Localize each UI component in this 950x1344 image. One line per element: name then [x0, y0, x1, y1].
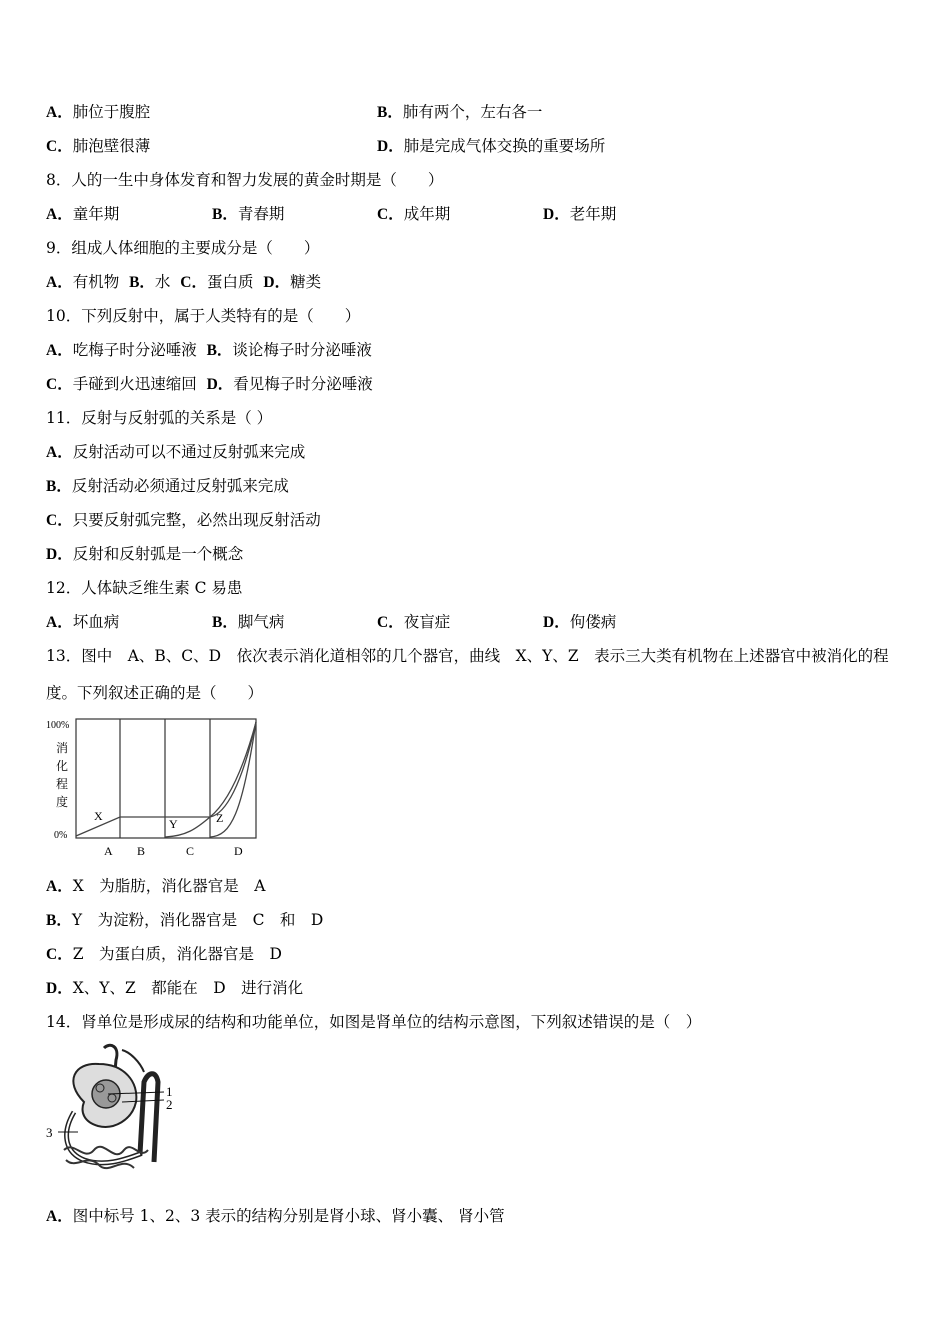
option-label: B． — [129, 274, 155, 291]
option-text: 肺泡壁很薄 — [72, 137, 151, 155]
option-label: D． — [46, 546, 73, 563]
option-text: 夜盲症 — [403, 613, 451, 631]
y-top-label: 100% — [46, 720, 70, 731]
option-text: 肺位于腹腔 — [72, 103, 151, 121]
q8-option-d — [543, 204, 616, 225]
option-text: 蛋白质 — [207, 273, 254, 291]
q13-option-d — [46, 978, 303, 999]
option-label: C． — [377, 206, 404, 223]
ylabel-char: 度 — [56, 795, 69, 809]
option-label: B． — [206, 342, 233, 359]
option-text: 肺是完成气体交换的重要场所 — [403, 137, 606, 155]
option-text: 反射和反射弧是一个概念 — [72, 545, 244, 563]
option-label: A． — [46, 1208, 73, 1225]
q11-option-a — [46, 442, 305, 463]
option-text: 童年期 — [72, 205, 120, 223]
option-text: 脚气病 — [237, 613, 285, 631]
organ-label-b: B — [137, 844, 146, 858]
option-label: A． — [46, 444, 73, 461]
option-label: D． — [263, 274, 291, 291]
q9-options — [46, 272, 321, 293]
option-text: 手碰到火迅速缩回 — [72, 375, 197, 393]
q13-option-b — [46, 910, 323, 931]
chart-frame — [76, 719, 256, 838]
option-text: 水 — [154, 273, 171, 291]
option-text: 老年期 — [569, 205, 617, 223]
q12-option-b — [212, 612, 284, 633]
option-label: A． — [46, 342, 73, 359]
q7-option-d — [377, 136, 605, 157]
ylabel-char: 程 — [56, 777, 69, 791]
q11-stem: 11．反射与反射弧的关系是（ ） — [46, 409, 273, 427]
option-label: D． — [543, 206, 570, 223]
ylabel-char: 消 — [56, 741, 69, 755]
q9-stem: 9．组成人体细胞的主要成分是（ ） — [46, 239, 320, 257]
option-label: A． — [46, 206, 73, 223]
option-label: C． — [46, 946, 73, 963]
option-label: A． — [46, 104, 73, 121]
option-label: B． — [212, 614, 238, 631]
option-text: Y 为淀粉，消化器官是 C 和 D — [71, 911, 324, 929]
q13-option-c — [46, 944, 282, 965]
q13-option-a — [46, 876, 265, 897]
q14-stem: 14．肾单位是形成尿的结构和功能单位，如图是肾单位的结构示意图，下列叙述错误的是（ ） — [46, 1013, 702, 1031]
q11-option-c — [46, 510, 321, 531]
option-text: X、Y、Z 都能在 D 进行消化 — [72, 979, 304, 997]
option-label: A． — [46, 614, 73, 631]
option-label: C． — [46, 138, 73, 155]
curve-x — [76, 722, 256, 836]
option-text: Z 为蛋白质，消化器官是 D — [72, 945, 282, 963]
option-text: 吃梅子时分泌唾液 — [72, 341, 197, 359]
option-label: B． — [46, 478, 72, 495]
q12-option-c — [377, 612, 450, 633]
option-text: 图中标号 1、2、3 表示的结构分别是肾小球、肾小囊、 肾小管 — [72, 1207, 505, 1225]
option-text: 反射活动可以不通过反射弧来完成 — [72, 443, 306, 461]
q7-option-c — [46, 136, 150, 157]
label-2: 2 — [166, 1097, 173, 1112]
q13-stem-line2: 度。下列叙述正确的是（ ） — [46, 684, 264, 702]
q8-option-c — [377, 204, 450, 225]
q11-option-b — [46, 476, 289, 497]
label-1: 1 — [166, 1084, 173, 1099]
q14-option-a — [46, 1206, 505, 1227]
q13-stem-line1: 13．图中 A、B、C、D 依次表示消化道相邻的几个器官，曲线 X、Y、Z 表示三大类有机物在上述器官中被消化的程 — [46, 647, 889, 665]
option-label: C． — [46, 376, 73, 393]
q10-options-cd — [46, 374, 373, 395]
option-text: 佝偻病 — [569, 613, 617, 631]
option-text: 成年期 — [403, 205, 451, 223]
option-text: 肺有两个，左右各一 — [402, 103, 543, 121]
q12-option-a — [46, 612, 119, 633]
option-label: A． — [46, 274, 73, 291]
option-label: A． — [46, 878, 73, 895]
option-text: 反射活动必须通过反射弧来完成 — [71, 477, 289, 495]
q8-option-b — [212, 204, 284, 225]
curve-label-x: X — [94, 809, 103, 823]
option-text: X 为脂肪，消化器官是 A — [72, 877, 266, 895]
curve-label-y: Y — [169, 817, 178, 831]
option-label: C． — [377, 614, 404, 631]
nephron-figure — [44, 1042, 194, 1182]
q10-options-ab — [46, 340, 372, 361]
efferent-arteriole — [122, 1050, 144, 1072]
option-label: D． — [206, 376, 234, 393]
ylabel-char: 化 — [56, 759, 69, 773]
q12-stem: 12．人体缺乏维生素 C 易患 — [46, 579, 243, 597]
option-label: B． — [212, 206, 238, 223]
organ-label-a: A — [104, 844, 113, 858]
option-text: 看见梅子时分泌唾液 — [233, 375, 373, 393]
organ-label-d: D — [234, 844, 243, 858]
organ-label-c: C — [186, 844, 195, 858]
q8-stem: 8．人的一生中身体发育和智力发展的黄金时期是（ ） — [46, 171, 444, 189]
option-text: 有机物 — [72, 273, 120, 291]
option-label: D． — [543, 614, 570, 631]
q11-option-d — [46, 544, 243, 565]
label-3: 3 — [46, 1125, 53, 1140]
q7-option-b — [377, 102, 542, 123]
option-text: 糖类 — [290, 273, 322, 291]
q10-stem: 10．下列反射中，属于人类特有的是（ ） — [46, 307, 361, 325]
q7-option-a — [46, 102, 150, 123]
q8-option-a — [46, 204, 119, 225]
option-text: 坏血病 — [72, 613, 120, 631]
option-label: C． — [46, 512, 73, 529]
option-text: 青春期 — [237, 205, 285, 223]
option-text: 只要反射弧完整，必然出现反射活动 — [72, 511, 321, 529]
option-text: 谈论梅子时分泌唾液 — [232, 341, 372, 359]
option-label: B． — [46, 912, 72, 929]
option-label: D． — [377, 138, 404, 155]
y-bottom-label: 0% — [54, 830, 68, 841]
option-label: D． — [46, 980, 73, 997]
option-label: C． — [180, 274, 207, 291]
digestion-chart — [46, 714, 266, 864]
q12-option-d — [543, 612, 616, 633]
option-label: B． — [377, 104, 403, 121]
curve-label-z: Z — [216, 811, 224, 825]
